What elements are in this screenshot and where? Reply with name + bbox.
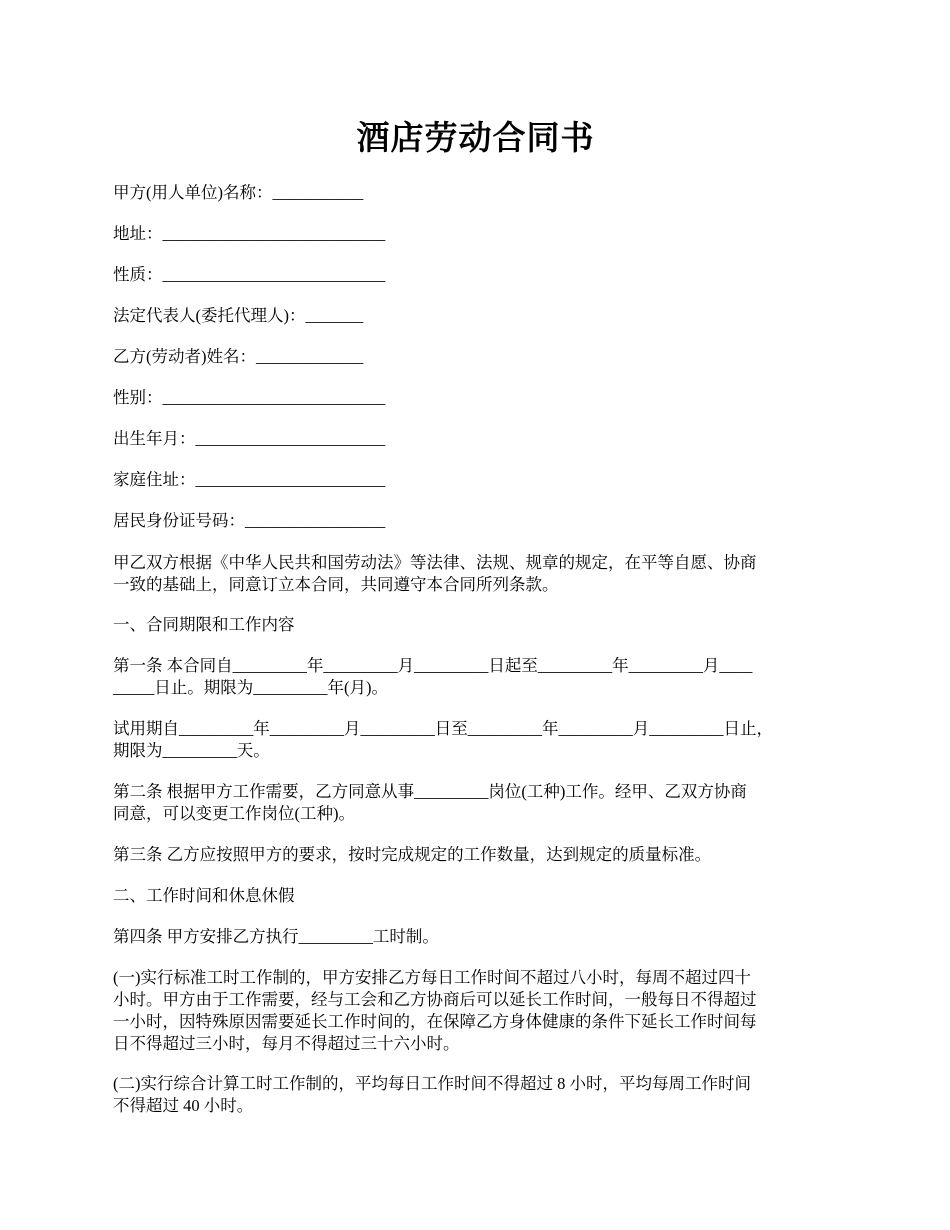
item-1-line-4: 日不得超过三小时，每月不得超过三十六小时。 xyxy=(113,1034,460,1053)
article-1-line-2: _____日止。期限为_________年(月)。 xyxy=(113,678,388,697)
field-legal-representative: 法定代表人(委托代理人)：_______ xyxy=(113,306,364,325)
article-2-line-1: 第二条 根据甲方工作需要，乙方同意从事_________岗位(工种)工作。经甲、乙双方协商 xyxy=(113,782,747,801)
preamble-line-2: 一致的基础上，同意订立本合同，共同遵守本合同所列条款。 xyxy=(113,575,559,594)
field-address: 地址：___________________________ xyxy=(113,224,386,243)
item-1-line-3: 一小时，因特殊原因需要延长工作时间的，在保障乙方身体健康的条件下延长工作时间每 xyxy=(113,1012,757,1031)
article-4: 第四条 甲方安排乙方执行_________工时制。 xyxy=(113,927,439,946)
field-nature: 性质：___________________________ xyxy=(113,265,386,284)
article-2-line-2: 同意，可以变更工作岗位(工种)。 xyxy=(113,804,355,823)
field-gender: 性别：___________________________ xyxy=(113,388,386,407)
item-1-line-2: 小时。甲方由于工作需要，经与工会和乙方协商后可以延长工作时间，一般每日不得超过 xyxy=(113,990,757,1009)
field-birth-date: 出生年月：_______________________ xyxy=(113,429,386,448)
field-id-number: 居民身份证号码：_________________ xyxy=(113,511,386,530)
preamble-line-1: 甲乙双方根据《中华人民共和国劳动法》等法律、法规、规章的规定，在平等自愿、协商 xyxy=(113,553,757,572)
field-employee-name: 乙方(劳动者)姓名：_____________ xyxy=(113,347,364,366)
probation-line-2: 期限为_________天。 xyxy=(113,741,270,760)
probation-line-1: 试用期自_________年_________月_________日至_________年_________月_________日止， xyxy=(113,719,773,738)
article-3: 第三条 乙方应按照甲方的要求，按时完成规定的工作数量，达到规定的质量标准。 xyxy=(113,845,712,864)
item-1-line-1: (一)实行标准工时工作制的，甲方安排乙方每日工作时间不超过八小时，每周不超过四十 xyxy=(113,968,751,987)
article-1-line-1: 第一条 本合同自_________年_________月_________日起至_________年_________月____ xyxy=(113,656,753,675)
section-heading-2: 二、工作时间和休息休假 xyxy=(113,886,295,905)
document-title: 酒店劳动合同书 xyxy=(356,121,595,157)
item-2-line-2: 不得超过 40 小时。 xyxy=(113,1096,254,1115)
item-2-line-1: (二)实行综合计算工时工作制的，平均每日工作时间不得超过 8 小时，平均每周工作时间 xyxy=(113,1074,751,1093)
field-home-address: 家庭住址：_______________________ xyxy=(113,470,386,489)
section-heading-1: 一、合同期限和工作内容 xyxy=(113,615,295,634)
field-employer-name: 甲方(用人单位)名称：___________ xyxy=(113,183,364,202)
